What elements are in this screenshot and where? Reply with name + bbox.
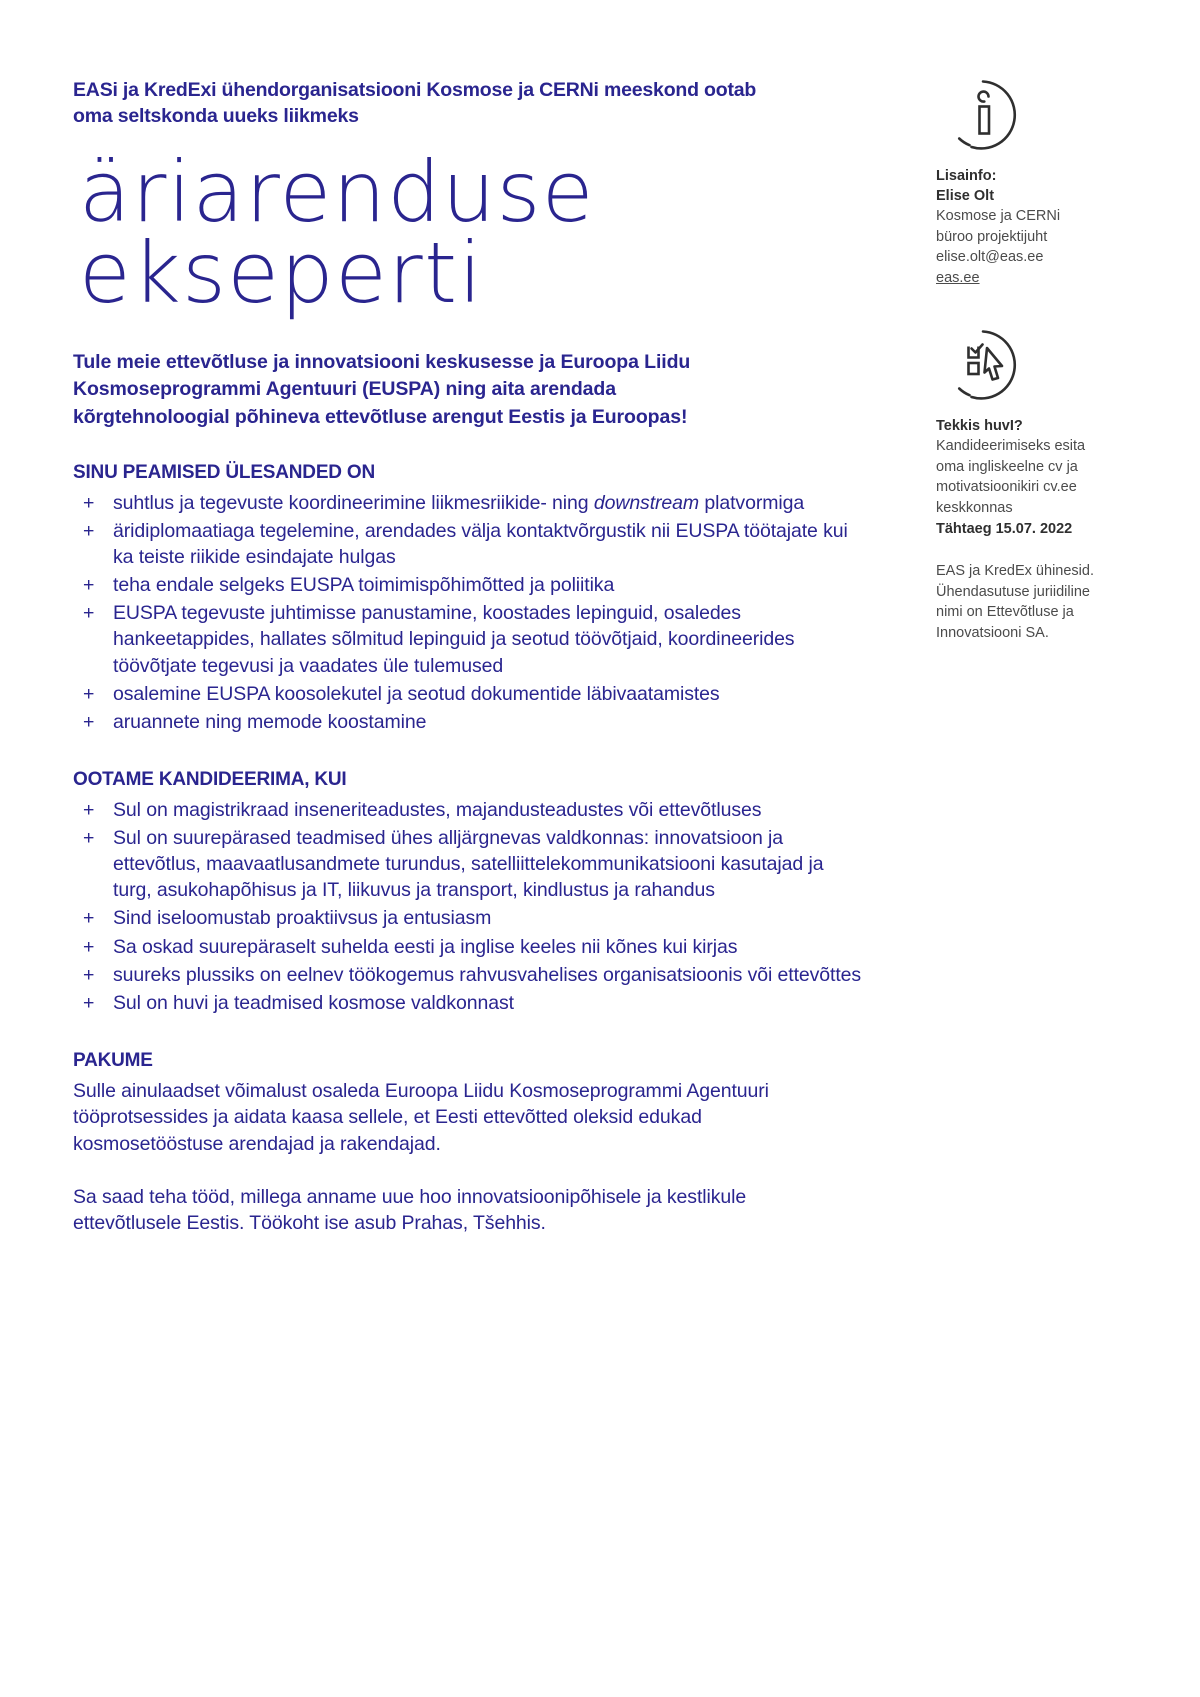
sidebar-column (936, 78, 1121, 684)
page-title-line-2: ekseperti (79, 224, 484, 323)
sidebar-apply-block (936, 328, 1121, 643)
sidebar-info-title: Lisainfo: (936, 168, 997, 184)
list-item: + Sul on magistrikraad inseneriteadustes, majandusteadustes või ettevõtluses (73, 797, 863, 823)
list-item: + teha endale selgeks EUSPA toimimispõhimõtted ja poliitika (73, 572, 863, 598)
sidebar-website-link[interactable]: eas.ee (936, 269, 980, 286)
sidebar-note-line-4: Innovatsiooni SA. (936, 624, 1049, 641)
requirements-list (73, 797, 863, 1016)
info-circle-icon (946, 78, 1020, 152)
sidebar-contact-role-line-1: Kosmose ja CERNi (936, 208, 1061, 224)
list-item: + suhtlus ja tegevuste koordineerimine liikmesriikide- ning downstream platvormiga (73, 490, 863, 516)
sidebar-contact-role-line-2: büroo projektijuht (936, 228, 1048, 245)
lead-paragraph (73, 349, 773, 432)
italic-term: downstream (593, 491, 700, 514)
list-item: + Sa oskad suurepäraselt suhelda eesti ja inglise keeles nii kõnes kui kirjas (73, 934, 863, 960)
sidebar-apply-line-3: motivatsioonikiri cv.ee (936, 479, 1077, 496)
sidebar-apply-line-4: keskkonnas (936, 500, 1013, 517)
main-content-column (73, 78, 863, 1237)
page-title (73, 142, 863, 323)
list-item: + Sul on huvi ja teadmised kosmose valdkonnast (73, 990, 863, 1016)
sidebar-apply-line-2: oma ingliskeelne cv ja (936, 458, 1078, 475)
lead-line-1: Tule meie ettevõtluse ja innovatsiooni keskusesse ja Euroopa Liidu (73, 350, 691, 373)
sidebar-merger-note (936, 561, 1121, 643)
sidebar-info-block (936, 78, 1121, 288)
list-item: + aruannete ning memode koostamine (73, 709, 863, 735)
lead-line-2: Kosmoseprogrammi Agentuuri (EUSPA) ning aita arendada (73, 378, 616, 401)
sidebar-apply-line-1: Kandideerimiseks esita (936, 438, 1086, 455)
kicker-line-1: EASi ja KredExi ühendorganisatsiooni Kosmose ja CERNi meeskond ootab (73, 79, 757, 101)
list-item: + äridiplomaatiaga tegelemine, arendades välja kontaktvõrgustik nii EUSPA töötajate kui ka teiste riikide esindajate hulgas (73, 518, 863, 570)
sidebar-contact-email[interactable]: elise.olt@eas.ee (936, 249, 1044, 266)
tasks-list (73, 490, 863, 735)
list-item: + Sind iseloomustab proaktiivsus ja entusiasm (73, 905, 863, 931)
sidebar-apply-title: Tekkis huvI? (936, 418, 1023, 435)
list-item: + EUSPA tegevuste juhtimisse panustamine, koostades lepinguid, osaledes hankeetappides, hallates sõlmitud lepinguid ja seotud töövõtjaid, koordineerides töövõtjate tegevusi ja vaadates üle tulemused (73, 600, 863, 678)
offer-heading: PAKUME (73, 1049, 153, 1071)
list-item: + Sul on suurepärased teadmised ühes alljärgnevas valdkonnas: innovatsioon ja ettevõtlus, maavaatlusandmete turundus, satelliittelekommunikatsiooni kasutajad ja turg, asukohapõhisus ja IT, liikuvus ja transport, kindlustus ja rahandus (73, 825, 863, 903)
lead-line-3: kõrgtehnoloogial põhineva ettevõtluse arengut Eestis ja Euroopas! (73, 406, 688, 429)
page-layout (0, 78, 1200, 1237)
requirements-heading: OOTAME KANDIDEERIMA, KUI (73, 768, 347, 790)
sidebar-note-line-2: Ühendasutuse juriidiline (936, 583, 1090, 600)
sidebar-note-line-1: EAS ja KredEx ühinesid. (936, 563, 1094, 580)
sidebar-contact-name: Elise Olt (936, 188, 995, 204)
list-item: + suureks plussiks on eelnev töökogemus rahvusvahelises organisatsioonis või ettevõttes (73, 962, 863, 988)
tasks-heading: SINU PEAMISED ÜLESANDED ON (73, 461, 376, 483)
kicker-text (73, 78, 843, 130)
kicker-line-2: oma seltskonda uueks liikmeks (73, 104, 359, 127)
page-title-line-1: äriarenduse (79, 142, 595, 241)
sidebar-deadline: Tähtaeg 15.07. 2022 (936, 520, 1073, 537)
list-item: + osalemine EUSPA koosolekutel ja seotud dokumentide läbivaatamistes (73, 681, 863, 707)
checklist-cursor-icon (946, 328, 1020, 402)
offer-paragraph-2: Sa saad teha tööd, millega anname uue hoo innovatsioonipõhisele ja kestlikule ettevõtlusele Eestis. Töökoht ise asub Prahas, Tšehhis. (73, 1185, 747, 1235)
offer-paragraph-1: Sulle ainulaadset võimalust osaleda Euroopa Liidu Kosmoseprogrammi Agentuuri tööprotsessides ja aidata kaasa sellele, et Eesti ettevõtted oleksid edukad kosmosetööstuse arendajad ja rakendajad. (73, 1079, 769, 1155)
sidebar-note-line-3: nimi on Ettevõtluse ja (936, 604, 1074, 621)
